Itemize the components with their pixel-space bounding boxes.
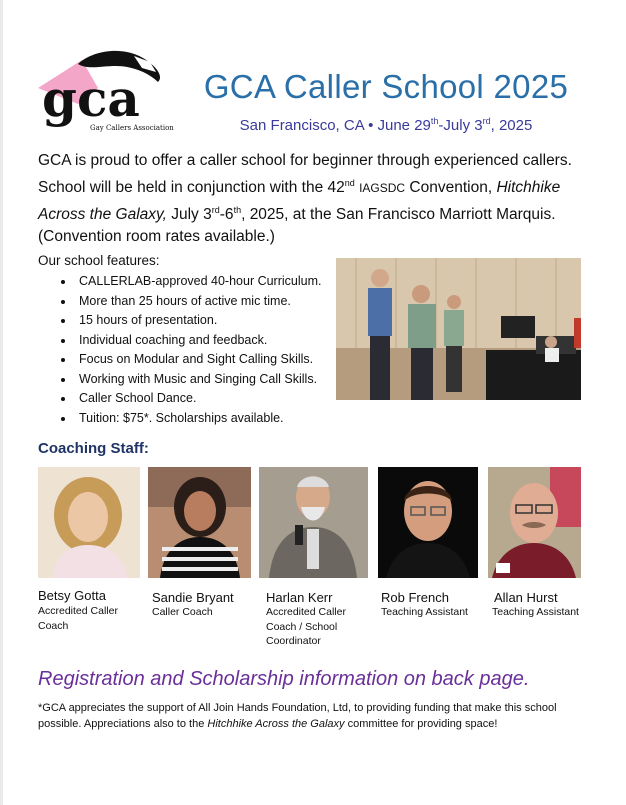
classroom-photo [336,258,581,400]
staff-name-harlan: Harlan Kerr [266,590,333,605]
staff-role-allan: Teaching Assistant [492,606,579,618]
staff-heading: Coaching Staff: [38,440,149,457]
logo-caption: Gay Callers Association [90,124,174,132]
date-start: June 29 [377,117,431,134]
portrait-betsy-gotta [38,467,140,578]
page-title: GCA Caller School 2025 [203,68,569,105]
feature-item: • Focus on Modular and Sight Calling Skills. [75,350,375,370]
feature-item: • CALLERLAB-approved 40-hour Curriculum. [75,272,375,292]
bullet: • [368,117,374,134]
intro-dates-mid: -6 [219,206,234,224]
intro-convention-name: Hitchhike Across the Galaxy, [38,179,561,224]
features-heading: Our school features: [38,253,160,268]
portrait-harlan-kerr [259,467,368,578]
feature-item: • Tuition: $75*. Scholarships available. [75,409,375,429]
page-edge [0,0,3,805]
staff-name-betsy: Betsy Gotta [38,588,106,603]
intro-line: GCA is proud to offer a caller school for beginner through experienced callers. School will be held in conjunction with the 42 [38,152,572,197]
staff-role-rob: Teaching Assistant [381,606,468,618]
features-list [38,272,375,428]
registration-note: Registration and Scholarship information on back page. [38,668,530,690]
intro-ordinal: nd [344,178,355,188]
intro-paragraph [38,150,590,248]
intro-d2-suffix: th [233,205,242,216]
staff-name-rob: Rob French [381,590,449,605]
portrait-rob-french [378,467,478,578]
intro-tail: , 2025, at the San Francisco Marriott Marquis. (Convention room rates available.) [38,206,556,246]
feature-item: • More than 25 hours of active mic time. [75,292,375,312]
date-start-suffix: th [430,116,439,126]
feature-item: • Caller School Dance. [75,389,375,409]
portrait-allan-hurst [488,467,581,578]
feature-item: • Individual coaching and feedback. [75,331,375,351]
date-sep: -July 3 [438,117,483,134]
staff-name-allan: Allan Hurst [494,590,558,605]
gca-logo [38,48,176,134]
ack-part2: committee for providing space! [344,718,498,730]
event-subtitle [186,116,586,134]
intro-org: IAGSDC [359,181,406,196]
ack-part1: *GCA appreciates the support of All Join Hands Foundation, Ltd, to providing funding that make this school possible. Appreciations also to the [38,702,557,730]
feature-item: • Working with Music and Singing Call Skills. [75,370,375,390]
staff-name-sandie: Sandie Bryant [152,590,234,605]
staff-role-sandie: Caller Coach [152,606,213,618]
acknowledgement [38,700,598,732]
feature-item: • 15 hours of presentation. [75,311,375,331]
staff-role-harlan: Accredited Caller Coach / School Coordinator [266,606,346,647]
year: , 2025 [490,117,533,134]
logo-letters: gca [42,69,140,128]
intro-d1-suffix: rd [211,205,220,216]
ack-convention-name: Hitchhike Across the Galaxy [207,718,345,730]
intro-convention-word: Convention, [405,179,497,197]
portrait-sandie-bryant [148,467,251,578]
date-end-suffix: rd [482,116,491,126]
location: San Francisco, CA [239,117,364,134]
intro-dates: July 3 [166,206,212,224]
staff-role-betsy: Accredited Caller Coach [38,605,118,632]
